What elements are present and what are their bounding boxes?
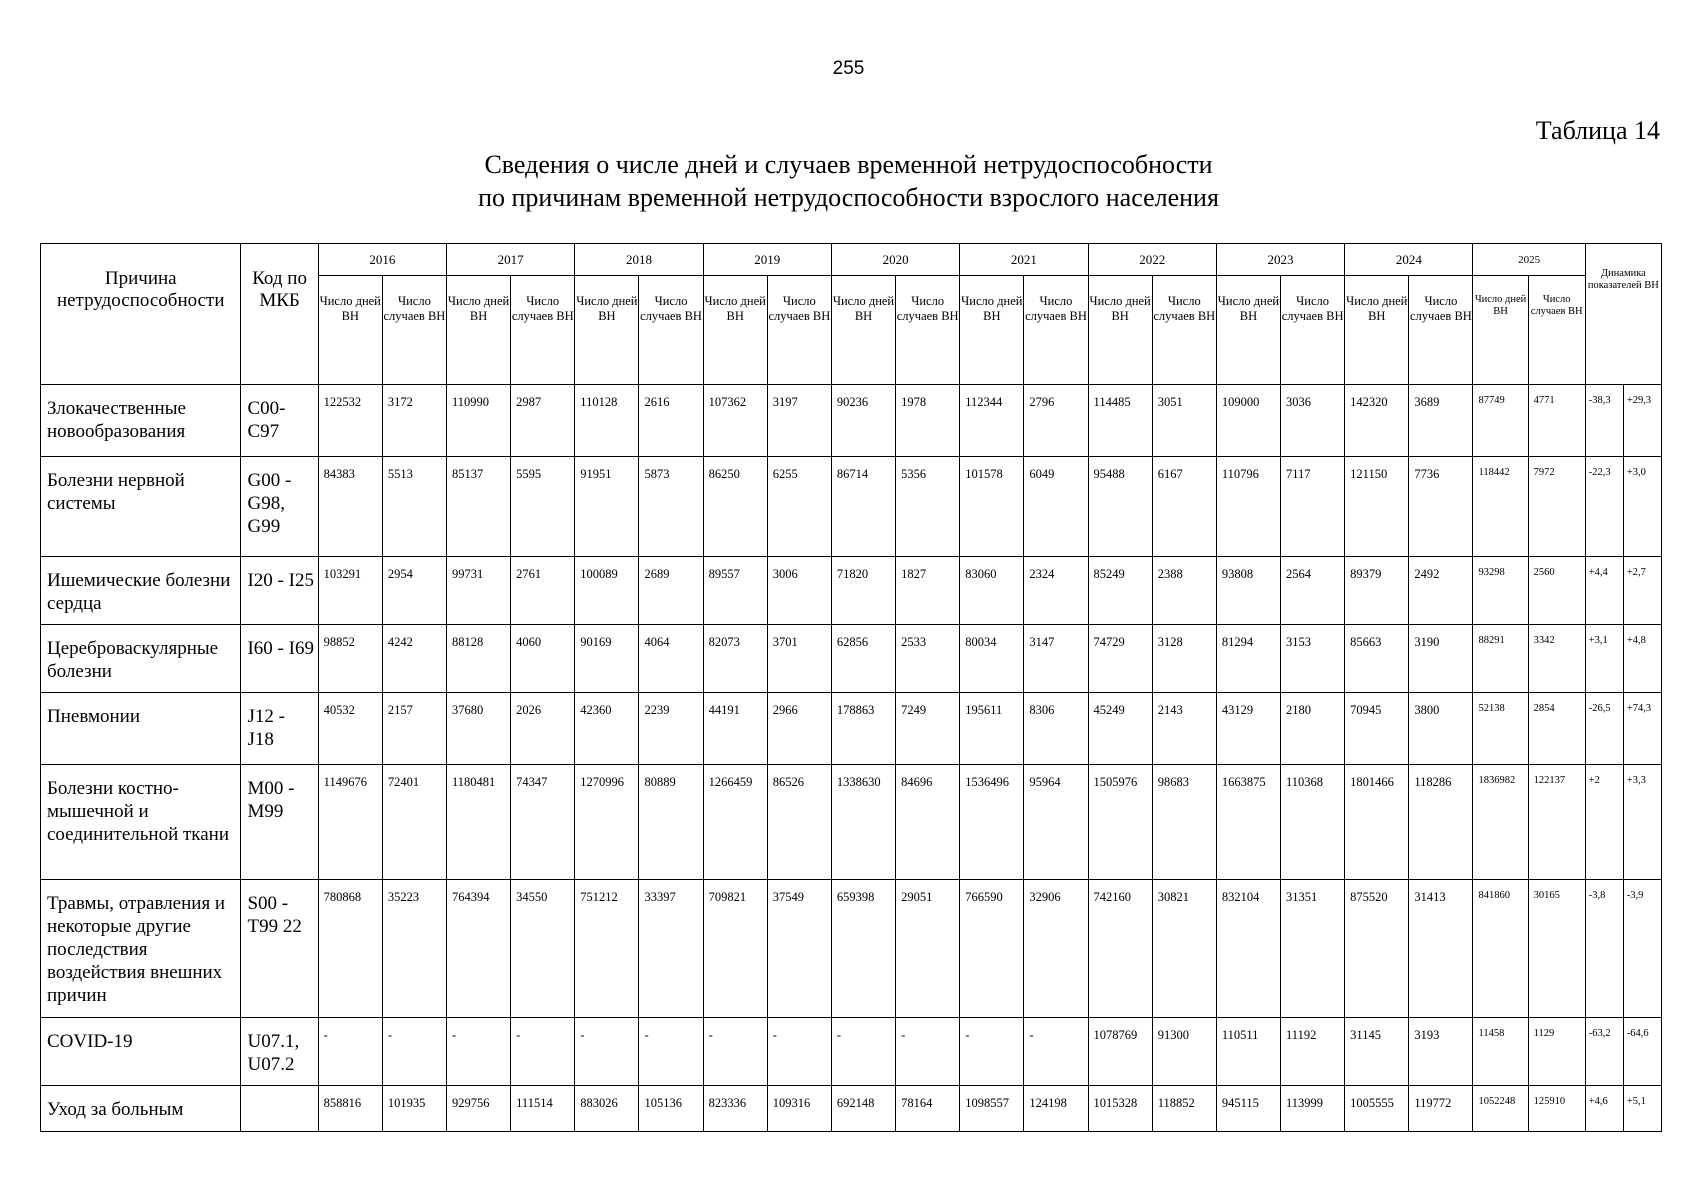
cell-days-2017: 37680: [446, 693, 510, 765]
cell-cases-2016: 35223: [382, 880, 446, 1018]
cell-cases-2021: 3147: [1024, 625, 1088, 693]
cell-cases-2019: 3701: [767, 625, 831, 693]
cell-cases-2021: 2796: [1024, 385, 1088, 457]
cell-cases-2022: 91300: [1152, 1018, 1216, 1086]
cell-days-2023: 81294: [1216, 625, 1280, 693]
cell-cases-2025: 4771: [1528, 385, 1585, 457]
cell-days-2018: 91951: [575, 457, 639, 557]
cell-cases-2024: 31413: [1409, 880, 1473, 1018]
cell-days-2023: 43129: [1216, 693, 1280, 765]
cell-dynamics-cases: -64,6: [1623, 1018, 1661, 1086]
header-cases-2016: Число случаев ВН: [382, 276, 446, 385]
title-line-2: по причинам временной нетрудоспособности взрослого населения: [478, 183, 1219, 212]
table-row: [41, 457, 1662, 557]
cell-dynamics-days: -22,3: [1585, 457, 1623, 557]
cell-cases-2020: -: [896, 1018, 960, 1086]
cell-cases-2021: 95964: [1024, 765, 1088, 880]
cell-cases-2023: 3036: [1281, 385, 1345, 457]
cell-days-2025: 88291: [1473, 625, 1528, 693]
cell-days-2022: 85249: [1088, 557, 1152, 625]
header-year-2020: 2020: [831, 244, 959, 276]
cell-dynamics-days: -38,3: [1585, 385, 1623, 457]
cell-cases-2022: 2388: [1152, 557, 1216, 625]
cell-days-2024: 1801466: [1345, 765, 1409, 880]
cell-cases-2017: 5595: [511, 457, 575, 557]
cell-days-2021: 1098557: [960, 1086, 1024, 1132]
header-year-2016: 2016: [318, 244, 446, 276]
cell-reason: Уход за больным: [41, 1086, 241, 1132]
cell-days-2025: 93298: [1473, 557, 1528, 625]
cell-cases-2020: 29051: [896, 880, 960, 1018]
cell-days-2019: 44191: [703, 693, 767, 765]
cell-icd-code: [241, 1086, 318, 1132]
cell-days-2023: 110796: [1216, 457, 1280, 557]
cell-reason: Злокачественные новообразования: [41, 385, 241, 457]
header-cases-2022: Число случаев ВН: [1152, 276, 1216, 385]
cell-cases-2023: 110368: [1281, 765, 1345, 880]
cell-days-2019: 89557: [703, 557, 767, 625]
cell-cases-2020: 1827: [896, 557, 960, 625]
cell-reason: Пневмонии: [41, 693, 241, 765]
cell-cases-2017: 2987: [511, 385, 575, 457]
cell-cases-2017: 2026: [511, 693, 575, 765]
table-row: [41, 880, 1662, 1018]
cell-cases-2017: 74347: [511, 765, 575, 880]
cell-days-2021: 80034: [960, 625, 1024, 693]
cell-days-2017: 85137: [446, 457, 510, 557]
header-year-2023: 2023: [1216, 244, 1344, 276]
cell-cases-2018: 2616: [639, 385, 703, 457]
header-code: Код по МКБ: [241, 244, 318, 385]
cell-icd-code: I60 - I69: [241, 625, 318, 693]
cell-icd-code: I20 - I25: [241, 557, 318, 625]
cell-cases-2022: 3128: [1152, 625, 1216, 693]
cell-days-2021: 766590: [960, 880, 1024, 1018]
cell-dynamics-days: +2: [1585, 765, 1623, 880]
cell-cases-2019: 2966: [767, 693, 831, 765]
cell-days-2022: 1505976: [1088, 765, 1152, 880]
cell-days-2020: 659398: [831, 880, 895, 1018]
cell-cases-2025: 30165: [1528, 880, 1585, 1018]
cell-cases-2021: 6049: [1024, 457, 1088, 557]
cell-cases-2016: 72401: [382, 765, 446, 880]
cell-icd-code: M00 - M99: [241, 765, 318, 880]
cell-cases-2019: 3006: [767, 557, 831, 625]
cell-dynamics-days: -26,5: [1585, 693, 1623, 765]
cell-days-2021: -: [960, 1018, 1024, 1086]
cell-cases-2020: 2533: [896, 625, 960, 693]
cell-days-2019: 823336: [703, 1086, 767, 1132]
cell-cases-2023: 2564: [1281, 557, 1345, 625]
page-number: 255: [832, 58, 865, 79]
cell-icd-code: J12 - J18: [241, 693, 318, 765]
cell-icd-code: C00-C97: [241, 385, 318, 457]
cell-days-2022: 742160: [1088, 880, 1152, 1018]
cell-cases-2020: 7249: [896, 693, 960, 765]
cell-days-2018: 42360: [575, 693, 639, 765]
cell-cases-2021: 2324: [1024, 557, 1088, 625]
header-year-2019: 2019: [703, 244, 831, 276]
cell-days-2025: 118442: [1473, 457, 1528, 557]
cell-days-2017: 88128: [446, 625, 510, 693]
header-days-2021: Число дней ВН: [960, 276, 1024, 385]
header-cases-2017: Число случаев ВН: [511, 276, 575, 385]
header-days-2017: Число дней ВН: [446, 276, 510, 385]
cell-cases-2021: -: [1024, 1018, 1088, 1086]
cell-cases-2022: 98683: [1152, 765, 1216, 880]
header-cases-2021: Число случаев ВН: [1024, 276, 1088, 385]
cell-cases-2024: 3193: [1409, 1018, 1473, 1086]
cell-cases-2022: 30821: [1152, 880, 1216, 1018]
cell-reason: Болезни нервной системы: [41, 457, 241, 557]
cell-dynamics-cases: -3,9: [1623, 880, 1661, 1018]
table-row: [41, 625, 1662, 693]
cell-days-2019: 86250: [703, 457, 767, 557]
cell-cases-2023: 2180: [1281, 693, 1345, 765]
header-year-2024: 2024: [1345, 244, 1473, 276]
cell-days-2025: 87749: [1473, 385, 1528, 457]
table-row: [41, 557, 1662, 625]
header-year-2022: 2022: [1088, 244, 1216, 276]
cell-days-2023: 109000: [1216, 385, 1280, 457]
header-days-2018: Число дней ВН: [575, 276, 639, 385]
header-reason: Причина нетрудоспособности: [41, 244, 241, 385]
cell-cases-2018: 33397: [639, 880, 703, 1018]
header-cases-2025: Число случаев ВН: [1528, 276, 1585, 385]
cell-days-2024: 875520: [1345, 880, 1409, 1018]
header-cases-2024: Число случаев ВН: [1409, 276, 1473, 385]
cell-days-2023: 832104: [1216, 880, 1280, 1018]
cell-days-2024: 142320: [1345, 385, 1409, 457]
cell-icd-code: U07.1, U07.2: [241, 1018, 318, 1086]
cell-cases-2019: 86526: [767, 765, 831, 880]
cell-cases-2017: 4060: [511, 625, 575, 693]
header-year-2018: 2018: [575, 244, 703, 276]
cell-days-2024: 85663: [1345, 625, 1409, 693]
cell-days-2017: 764394: [446, 880, 510, 1018]
cell-days-2018: 100089: [575, 557, 639, 625]
cell-days-2019: -: [703, 1018, 767, 1086]
header-dynamics: Динамика показателей ВН: [1585, 244, 1661, 385]
cell-cases-2017: -: [511, 1018, 575, 1086]
table-header: [41, 244, 1662, 385]
cell-days-2020: 178863: [831, 693, 895, 765]
cell-days-2025: 11458: [1473, 1018, 1528, 1086]
cell-cases-2017: 111514: [511, 1086, 575, 1132]
header-cases-2020: Число случаев ВН: [896, 276, 960, 385]
table-row: [41, 765, 1662, 880]
cell-days-2020: 90236: [831, 385, 895, 457]
cell-days-2020: 692148: [831, 1086, 895, 1132]
cell-cases-2025: 2560: [1528, 557, 1585, 625]
cell-days-2018: 110128: [575, 385, 639, 457]
header-year-2017: 2017: [446, 244, 574, 276]
cell-cases-2018: 105136: [639, 1086, 703, 1132]
cell-cases-2022: 3051: [1152, 385, 1216, 457]
cell-cases-2016: 2157: [382, 693, 446, 765]
cell-days-2021: 83060: [960, 557, 1024, 625]
cell-dynamics-cases: +5,1: [1623, 1086, 1661, 1132]
cell-cases-2024: 2492: [1409, 557, 1473, 625]
cell-days-2016: 40532: [318, 693, 382, 765]
cell-days-2024: 1005555: [1345, 1086, 1409, 1132]
cell-days-2020: 86714: [831, 457, 895, 557]
cell-cases-2016: 101935: [382, 1086, 446, 1132]
cell-cases-2019: 3197: [767, 385, 831, 457]
cell-dynamics-days: +3,1: [1585, 625, 1623, 693]
cell-reason: Цереброваскулярные болезни: [41, 625, 241, 693]
cell-days-2022: 45249: [1088, 693, 1152, 765]
cell-cases-2016: 3172: [382, 385, 446, 457]
cell-cases-2023: 7117: [1281, 457, 1345, 557]
header-days-2025: Число дней ВН: [1473, 276, 1528, 385]
cell-days-2024: 89379: [1345, 557, 1409, 625]
cell-cases-2021: 8306: [1024, 693, 1088, 765]
cell-cases-2024: 3689: [1409, 385, 1473, 457]
header-year-2021: 2021: [960, 244, 1088, 276]
cell-days-2017: -: [446, 1018, 510, 1086]
cell-days-2016: 84383: [318, 457, 382, 557]
cell-days-2025: 1052248: [1473, 1086, 1528, 1132]
cell-cases-2022: 6167: [1152, 457, 1216, 557]
cell-days-2021: 101578: [960, 457, 1024, 557]
cell-cases-2020: 5356: [896, 457, 960, 557]
cell-days-2018: 883026: [575, 1086, 639, 1132]
cell-days-2017: 929756: [446, 1086, 510, 1132]
cell-days-2024: 121150: [1345, 457, 1409, 557]
header-days-2019: Число дней ВН: [703, 276, 767, 385]
cell-cases-2017: 2761: [511, 557, 575, 625]
cell-days-2020: 71820: [831, 557, 895, 625]
cell-cases-2019: 6255: [767, 457, 831, 557]
table-row: [41, 1086, 1662, 1132]
cell-reason: Болезни костно-мышечной и соединительной ткани: [41, 765, 241, 880]
cell-cases-2019: 109316: [767, 1086, 831, 1132]
title-line-1: Сведения о числе дней и случаев временной нетрудоспособности: [484, 150, 1213, 179]
cell-cases-2025: 3342: [1528, 625, 1585, 693]
cell-days-2021: 195611: [960, 693, 1024, 765]
cell-days-2020: -: [831, 1018, 895, 1086]
cell-days-2016: 122532: [318, 385, 382, 457]
sick-leave-table: [40, 243, 1662, 1132]
cell-cases-2019: -: [767, 1018, 831, 1086]
cell-cases-2025: 7972: [1528, 457, 1585, 557]
cell-cases-2018: 80889: [639, 765, 703, 880]
table-label: Таблица 14: [1535, 116, 1660, 145]
cell-days-2019: 107362: [703, 385, 767, 457]
cell-cases-2018: -: [639, 1018, 703, 1086]
cell-cases-2025: 125910: [1528, 1086, 1585, 1132]
table-body: [41, 385, 1662, 1132]
cell-days-2016: -: [318, 1018, 382, 1086]
cell-cases-2016: 2954: [382, 557, 446, 625]
cell-cases-2024: 3800: [1409, 693, 1473, 765]
cell-cases-2021: 32906: [1024, 880, 1088, 1018]
cell-cases-2020: 84696: [896, 765, 960, 880]
cell-days-2023: 945115: [1216, 1086, 1280, 1132]
cell-dynamics-cases: +3,3: [1623, 765, 1661, 880]
cell-cases-2020: 78164: [896, 1086, 960, 1132]
cell-days-2017: 99731: [446, 557, 510, 625]
cell-days-2017: 1180481: [446, 765, 510, 880]
cell-cases-2023: 113999: [1281, 1086, 1345, 1132]
cell-cases-2020: 1978: [896, 385, 960, 457]
cell-icd-code: G00 - G98, G99: [241, 457, 318, 557]
cell-cases-2024: 119772: [1409, 1086, 1473, 1132]
cell-days-2023: 110511: [1216, 1018, 1280, 1086]
cell-reason: COVID-19: [41, 1018, 241, 1086]
cell-days-2024: 31145: [1345, 1018, 1409, 1086]
cell-cases-2018: 2689: [639, 557, 703, 625]
cell-days-2017: 110990: [446, 385, 510, 457]
cell-cases-2018: 5873: [639, 457, 703, 557]
cell-cases-2023: 3153: [1281, 625, 1345, 693]
cell-reason: Травмы, отравления и некоторые другие последствия воздействия внешних причин: [41, 880, 241, 1018]
table-row: [41, 693, 1662, 765]
cell-cases-2016: 4242: [382, 625, 446, 693]
cell-days-2025: 1836982: [1473, 765, 1528, 880]
cell-days-2016: 1149676: [318, 765, 382, 880]
header-cases-2018: Число случаев ВН: [639, 276, 703, 385]
cell-icd-code: S00 - T99 22: [241, 880, 318, 1018]
cell-dynamics-cases: +74,3: [1623, 693, 1661, 765]
cell-days-2021: 1536496: [960, 765, 1024, 880]
cell-days-2016: 858816: [318, 1086, 382, 1132]
cell-days-2016: 98852: [318, 625, 382, 693]
cell-days-2019: 1266459: [703, 765, 767, 880]
cell-cases-2018: 2239: [639, 693, 703, 765]
cell-cases-2016: 5513: [382, 457, 446, 557]
cell-dynamics-cases: +3,0: [1623, 457, 1661, 557]
cell-days-2019: 82073: [703, 625, 767, 693]
cell-days-2022: 95488: [1088, 457, 1152, 557]
cell-days-2022: 74729: [1088, 625, 1152, 693]
cell-cases-2025: 122137: [1528, 765, 1585, 880]
header-cases-2023: Число случаев ВН: [1281, 276, 1345, 385]
cell-days-2018: -: [575, 1018, 639, 1086]
cell-dynamics-days: -3,8: [1585, 880, 1623, 1018]
cell-cases-2016: -: [382, 1018, 446, 1086]
cell-cases-2022: 2143: [1152, 693, 1216, 765]
header-days-2020: Число дней ВН: [831, 276, 895, 385]
cell-days-2025: 52138: [1473, 693, 1528, 765]
cell-cases-2024: 7736: [1409, 457, 1473, 557]
cell-cases-2021: 124198: [1024, 1086, 1088, 1132]
year-header-row: [41, 244, 1662, 276]
cell-cases-2023: 31351: [1281, 880, 1345, 1018]
cell-days-2021: 112344: [960, 385, 1024, 457]
cell-days-2024: 70945: [1345, 693, 1409, 765]
header-cases-2019: Число случаев ВН: [767, 276, 831, 385]
cell-dynamics-days: -63,2: [1585, 1018, 1623, 1086]
cell-days-2016: 103291: [318, 557, 382, 625]
table-row: [41, 1018, 1662, 1086]
header-year-2025: 2025: [1473, 244, 1585, 276]
cell-days-2023: 1663875: [1216, 765, 1280, 880]
cell-cases-2024: 3190: [1409, 625, 1473, 693]
header-days-2016: Число дней ВН: [318, 276, 382, 385]
cell-days-2023: 93808: [1216, 557, 1280, 625]
cell-cases-2025: 2854: [1528, 693, 1585, 765]
cell-cases-2018: 4064: [639, 625, 703, 693]
cell-days-2018: 751212: [575, 880, 639, 1018]
cell-days-2025: 841860: [1473, 880, 1528, 1018]
header-days-2024: Число дней ВН: [1345, 276, 1409, 385]
cell-reason: Ишемические болезни сердца: [41, 557, 241, 625]
cell-cases-2022: 118852: [1152, 1086, 1216, 1132]
cell-days-2016: 780868: [318, 880, 382, 1018]
cell-days-2022: 114485: [1088, 385, 1152, 457]
cell-cases-2024: 118286: [1409, 765, 1473, 880]
cell-cases-2025: 1129: [1528, 1018, 1585, 1086]
cell-cases-2023: 11192: [1281, 1018, 1345, 1086]
cell-dynamics-cases: +29,3: [1623, 385, 1661, 457]
cell-cases-2017: 34550: [511, 880, 575, 1018]
cell-days-2018: 90169: [575, 625, 639, 693]
header-days-2022: Число дней ВН: [1088, 276, 1152, 385]
cell-cases-2019: 37549: [767, 880, 831, 1018]
cell-days-2022: 1015328: [1088, 1086, 1152, 1132]
cell-days-2020: 62856: [831, 625, 895, 693]
cell-days-2018: 1270996: [575, 765, 639, 880]
cell-dynamics-cases: +2,7: [1623, 557, 1661, 625]
cell-days-2019: 709821: [703, 880, 767, 1018]
cell-dynamics-cases: +4,8: [1623, 625, 1661, 693]
table-title: [0, 148, 1697, 214]
table-row: [41, 385, 1662, 457]
cell-dynamics-days: +4,6: [1585, 1086, 1623, 1132]
header-days-2023: Число дней ВН: [1216, 276, 1280, 385]
cell-dynamics-days: +4,4: [1585, 557, 1623, 625]
cell-days-2022: 1078769: [1088, 1018, 1152, 1086]
cell-days-2020: 1338630: [831, 765, 895, 880]
